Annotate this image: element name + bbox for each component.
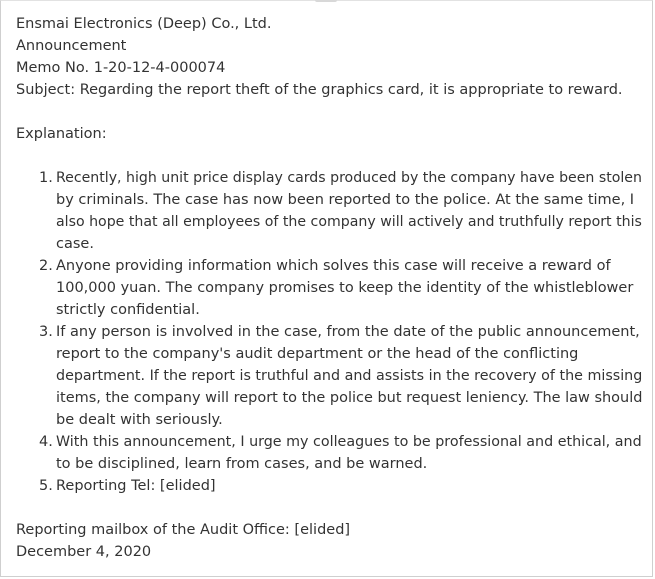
spacer xyxy=(16,145,642,167)
list-item-text: Reporting Tel: [elided] xyxy=(56,478,216,494)
list-item-text: Recently, high unit price display cards produced by the company have been stolen xyxy=(56,170,642,186)
list-item-text: be dealt with seriously. xyxy=(56,412,223,428)
spacer xyxy=(16,497,642,519)
list-item-text: With this announcement, I urge my colleagues to be professional and ethical, and xyxy=(56,434,642,450)
subject-line: Subject: Regarding the report theft of the graphics card, it is appropriate to reward. xyxy=(16,82,623,98)
list-item-text: case. xyxy=(56,236,94,252)
explanation-label: Explanation: xyxy=(16,126,107,142)
list-item-text: Anyone providing information which solves this case will receive a reward of xyxy=(56,258,611,274)
list-item-text: 100,000 yuan. The company promises to keep the identity of the whistleblower xyxy=(56,280,634,296)
list-item-text: strictly confidential. xyxy=(56,302,200,318)
list-item xyxy=(39,321,643,431)
list-item-number: 3. xyxy=(39,324,53,340)
list-item-text: also hope that all employees of the company will actively and truthfully report this xyxy=(56,214,642,230)
company-name: Ensmai Electronics (Deep) Co., Ltd. xyxy=(16,16,272,32)
list-item-text: to be disciplined, learn from cases, and be warned. xyxy=(56,456,428,472)
explanation-list xyxy=(16,167,642,497)
list-item xyxy=(39,475,642,497)
announcement-date: December 4, 2020 xyxy=(16,544,152,560)
document-type: Announcement xyxy=(16,38,127,54)
spacer xyxy=(16,101,642,123)
list-item-text: by criminals. The case has now been reported to the police. At the same time, I xyxy=(56,192,635,208)
list-item-text: items, the company will report to the police but request leniency. The law should xyxy=(56,390,643,406)
list-item-number: 5. xyxy=(39,478,53,494)
list-item-number: 1. xyxy=(39,170,53,186)
memo-number: Memo No. 1-20-12-4-000074 xyxy=(16,60,226,76)
list-item-text: report to the company's audit department or the head of the conflicting xyxy=(56,346,579,362)
list-item-number: 2. xyxy=(39,258,53,274)
window-top-handle xyxy=(315,0,337,2)
list-item xyxy=(39,167,642,255)
list-item xyxy=(39,255,642,321)
audit-mailbox: Reporting mailbox of the Audit Office: [elided] xyxy=(16,522,351,538)
list-item-text: department. If the report is truthful and and assists in the recovery of the missing xyxy=(56,368,643,384)
list-item-number: 4. xyxy=(39,434,53,450)
list-item-text: If any person is involved in the case, from the date of the public announcement, xyxy=(56,324,640,340)
list-item xyxy=(39,431,642,475)
